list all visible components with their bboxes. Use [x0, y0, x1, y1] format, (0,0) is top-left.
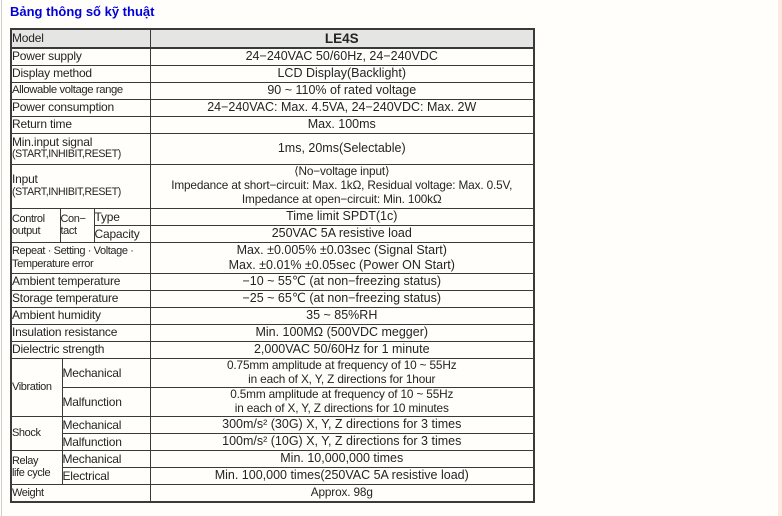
control-output-label-line2: output [12, 225, 41, 237]
weight-label: Weight [11, 484, 150, 502]
table-row-storage-temperature [11, 290, 534, 307]
min-input-signal-label [11, 133, 150, 164]
ambient-humidity-label: Ambient humidity [11, 307, 150, 324]
error-value-line2: Max. ±0.01% ±0.05sec (Power ON Start) [228, 257, 455, 272]
vibration-mechanical-value [150, 358, 534, 387]
shock-mechanical-value: 300m/s² (30G) X, Y, Z directions for 3 times [150, 416, 534, 433]
table-row-power-supply [11, 48, 534, 65]
insulation-resistance-value: Min. 100MΩ (500VDC megger) [150, 324, 534, 341]
table-row-insulation-resistance [11, 324, 534, 341]
dielectric-strength-value: 2,000VAC 50/60Hz for 1 minute [150, 341, 534, 358]
input-label [11, 164, 150, 208]
table-row-relay-electrical [11, 467, 534, 484]
control-output-label-line1: Control [12, 212, 45, 225]
min-input-signal-value: 1ms, 20ms(Selectable) [150, 133, 534, 164]
table-row-error [11, 242, 534, 273]
input-value [150, 164, 534, 208]
table-row-min-input-signal [11, 133, 534, 164]
ambient-humidity-value: 35 ~ 85%RH [150, 307, 534, 324]
insulation-resistance-label: Insulation resistance [11, 324, 150, 341]
power-supply-value: 24−240VAC 50/60Hz, 24−240VDC [150, 48, 534, 65]
vibration-malfunction-value-line2: in each of X, Y, Z directions for 10 minutes [234, 400, 449, 415]
return-time-value: Max. 100ms [150, 116, 534, 133]
table-row-allowable-voltage-range [11, 82, 534, 99]
table-row-input [11, 164, 534, 208]
vibration-mechanical-value-line2: in each of X, Y, Z directions for 1hour [248, 371, 436, 386]
power-consumption-label: Power consumption [11, 99, 150, 116]
ambient-temperature-label: Ambient temperature [11, 273, 150, 290]
contact-group-label [60, 208, 94, 242]
table-row-ambient-temperature [11, 273, 534, 290]
shock-malfunction-value: 100m/s² (10G) X, Y, Z directions for 3 times [150, 433, 534, 450]
contact-type-value: Time limit SPDT(1c) [150, 208, 534, 225]
shock-group-label: Shock [11, 416, 62, 450]
display-method-label: Display method [11, 65, 150, 82]
relay-label-line2: life cycle [12, 467, 51, 479]
page-title: Bảng thông số kỹ thuật [10, 4, 155, 19]
contact-type-label: Type [94, 208, 150, 225]
table-row-return-time [11, 116, 534, 133]
control-output-group-label [11, 208, 60, 242]
power-consumption-value: 24−240VAC: Max. 4.5VA, 24−240VDC: Max. 2W [150, 99, 534, 116]
error-label-line2: Temperature error [12, 257, 94, 270]
vibration-malfunction-value [150, 387, 534, 416]
min-input-signal-label-line1: Min.input signal [12, 134, 93, 149]
error-value-line1: Max. ±0.005% ±0.03sec (Signal Start) [236, 242, 447, 257]
table-row-vibration-malfunction [11, 387, 534, 416]
min-input-signal-label-line2: (START,INHIBIT,RESET) [12, 148, 121, 161]
vibration-group-label: Vibration [11, 358, 62, 416]
storage-temperature-value: −25 ~ 65℃ (at non−freezing status) [150, 290, 534, 307]
table-row-shock-malfunction [11, 433, 534, 450]
display-method-value: LCD Display(Backlight) [150, 65, 534, 82]
storage-temperature-label: Storage temperature [11, 290, 150, 307]
table-header-row [11, 29, 534, 48]
model-value: LE4S [150, 29, 534, 48]
weight-value: Approx. 98g [150, 484, 534, 502]
spec-table [10, 28, 535, 503]
shock-mechanical-label: Mechanical [62, 416, 150, 433]
vibration-mechanical-label: Mechanical [62, 358, 150, 387]
table-row-shock-mechanical [11, 416, 534, 433]
table-row-vibration-mechanical [11, 358, 534, 387]
relay-electrical-value: Min. 100,000 times(250VAC 5A resistive load) [150, 467, 534, 484]
table-row-weight [11, 484, 534, 502]
contact-capacity-value: 250VAC 5A resistive load [150, 225, 534, 242]
contact-capacity-label: Capacity [94, 225, 150, 242]
table-row-dielectric-strength [11, 341, 534, 358]
input-value-line3: Impedance at open−circuit: Min. 100kΩ [241, 191, 442, 206]
vibration-malfunction-value-line1: 0.5mm amplitude at frequency of 10 ~ 55Hz [230, 387, 454, 401]
page-left-edge-line [1, 0, 2, 516]
relay-group-label [11, 450, 62, 484]
input-label-line1: Input [12, 172, 38, 187]
ambient-temperature-value: −10 ~ 55℃ (at non−freezing status) [150, 273, 534, 290]
input-label-line2: (START,INHIBIT,RESET) [12, 185, 121, 198]
allowable-voltage-range-label: Allowable voltage range [11, 82, 150, 99]
contact-label-line2: tact [60, 225, 77, 237]
relay-electrical-label: Electrical [62, 467, 150, 484]
relay-mechanical-label: Mechanical [62, 450, 150, 467]
power-supply-label: Power supply [11, 48, 150, 65]
relay-mechanical-value: Min. 10,000,000 times [150, 450, 534, 467]
allowable-voltage-range-value: 90 ~ 110% of rated voltage [150, 82, 534, 99]
input-value-line2: Impedance at short−circuit: Max. 1kΩ, Residual voltage: Max. 0.5V, [171, 178, 513, 193]
input-value-line1: ⟨No−voltage input⟩ [294, 164, 390, 179]
table-row-display-method [11, 65, 534, 82]
contact-label-line1: Con− [60, 212, 86, 225]
vibration-malfunction-label: Malfunction [62, 387, 150, 416]
table-row-ambient-humidity [11, 307, 534, 324]
page-right-edge-strip [778, 0, 782, 516]
table-row-control-output-type [11, 208, 534, 225]
error-label [11, 242, 150, 273]
model-label: Model [11, 29, 150, 48]
error-value [150, 242, 534, 273]
relay-label-line1: Relay [12, 454, 39, 467]
error-label-line1: Repeat · Setting · Voltage · [12, 245, 134, 258]
vibration-mechanical-value-line1: 0.75mm amplitude at frequency of 10 ~ 55Hz [227, 358, 457, 372]
table-row-relay-mechanical [11, 450, 534, 467]
table-row-power-consumption [11, 99, 534, 116]
dielectric-strength-label: Dielectric strength [11, 341, 150, 358]
return-time-label: Return time [11, 116, 150, 133]
shock-malfunction-label: Malfunction [62, 433, 150, 450]
